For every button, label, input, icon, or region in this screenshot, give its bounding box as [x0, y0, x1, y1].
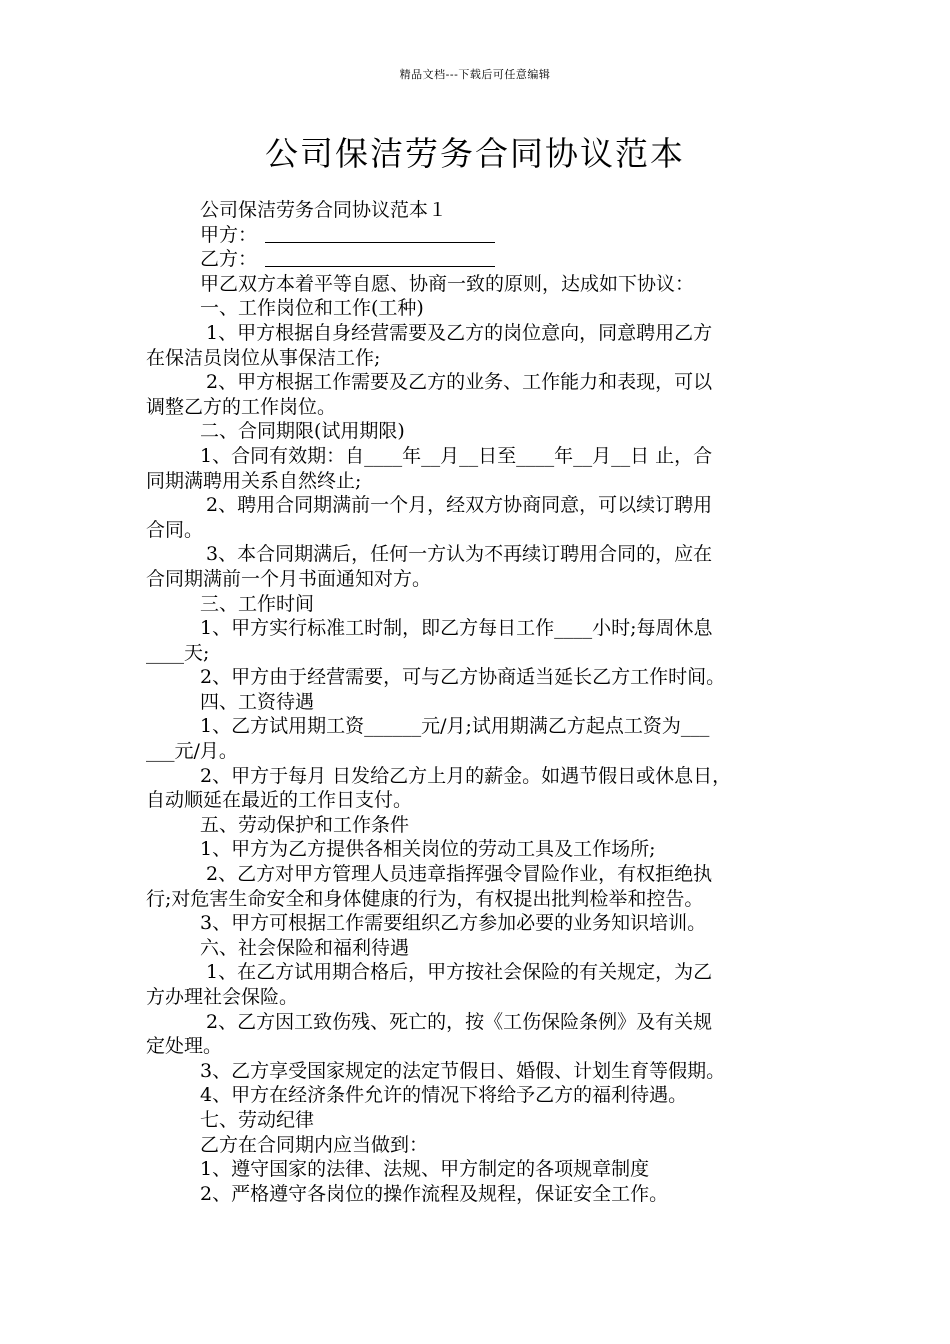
line-text: 七、劳动纪律	[200, 1108, 315, 1131]
paragraph-line	[146, 862, 810, 887]
paragraph-line	[146, 641, 810, 666]
paragraph-line	[146, 1083, 810, 1108]
paragraph-line	[146, 1059, 810, 1084]
line-text: 1、甲方根据自身经营需要及乙方的岗位意向，同意聘用乙方	[200, 321, 713, 344]
paragraph-line	[146, 321, 810, 346]
paragraph-line	[146, 788, 810, 813]
paragraph-line	[146, 444, 810, 469]
line-text: 2、聘用合同期满前一个月，经双方协商同意，可以续订聘用	[200, 494, 713, 517]
line-text: ___元/月。	[146, 740, 238, 763]
line-text: 1、在乙方试用期合格后，甲方按社会保险的有关规定，为乙	[200, 961, 713, 984]
line-text: 六、社会保险和福利待遇	[200, 936, 410, 959]
paragraph-line	[146, 764, 810, 789]
line-text: 行;对危害生命安全和身体健康的行为，有权提出批判检举和控告。	[146, 887, 704, 910]
paragraph-line	[146, 690, 810, 715]
line-text: 自动顺延在最近的工作日支付。	[146, 789, 413, 812]
line-text: 3、本合同期满后，任何一方认为不再续订聘用合同的，应在	[200, 543, 713, 566]
paragraph-line	[146, 911, 810, 936]
paragraph-line	[146, 346, 810, 371]
page-header-note: 精品文档---下载后可任意编辑	[399, 68, 551, 81]
paragraph-line	[146, 198, 810, 223]
paragraph-line	[146, 960, 810, 985]
paragraph-line	[146, 567, 810, 592]
line-text: 2、严格遵守各岗位的操作流程及规程，保证安全工作。	[200, 1182, 669, 1205]
line-text: ____天;	[146, 641, 210, 664]
paragraph-line	[146, 592, 810, 617]
paragraph-line	[146, 493, 810, 518]
line-text: 在保洁员岗位从事保洁工作;	[146, 346, 381, 369]
line-text: 公司保洁劳务合同协议范本１	[200, 199, 448, 221]
paragraph-line	[146, 1182, 810, 1207]
line-text: 五、劳动保护和工作条件	[200, 813, 410, 836]
line-text: 1、合同有效期：自____年__月__日至____年__月__日 止，合	[200, 444, 713, 467]
paragraph-line	[146, 936, 810, 961]
paragraph-line	[146, 518, 810, 543]
line-text: 定处理。	[146, 1035, 223, 1058]
paragraph-line	[146, 1133, 810, 1158]
line-text: 四、工资待遇	[200, 690, 315, 713]
paragraph-line	[146, 395, 810, 420]
line-text: 2、甲方根据工作需要及乙方的业务、工作能力和表现，可以	[200, 371, 713, 394]
line-text: 方办理社会保险。	[146, 986, 299, 1008]
paragraph-line	[146, 272, 810, 297]
paragraph-line	[146, 296, 810, 321]
paragraph-line	[146, 837, 810, 862]
line-text: 三、工作时间	[200, 592, 315, 615]
line-text: 3、甲方可根据工作需要组织乙方参加必要的业务知识培训。	[200, 912, 707, 935]
line-text: 二、合同期限(试用期限)	[200, 420, 405, 443]
signature-blank-line	[265, 224, 495, 243]
paragraph-line	[146, 223, 810, 248]
line-text: 3、乙方享受国家规定的法定节假日、婚假、计划生育等假期。	[200, 1059, 726, 1082]
line-text: 2、乙方对甲方管理人员违章指挥强令冒险作业，有权拒绝执	[200, 863, 713, 886]
line-text: 一、工作岗位和工作(工种)	[200, 297, 424, 320]
line-text: 4、甲方在经济条件允许的情况下将给予乙方的福利待遇。	[200, 1084, 688, 1107]
line-text: 1、乙方试用期工资______元/月;试用期满乙方起点工资为___	[200, 715, 710, 738]
paragraph-line	[146, 469, 810, 494]
paragraph-line	[146, 1034, 810, 1059]
line-text: 合同期满前一个月书面通知对方。	[146, 567, 432, 590]
document-body	[146, 198, 810, 1206]
line-text: 2、甲方于每月 日发给乙方上月的薪金。如遇节假日或休息日，	[200, 764, 732, 787]
paragraph-line	[146, 1108, 810, 1133]
line-text: 同期满聘用关系自然终止;	[146, 469, 362, 492]
line-text: 合同。	[146, 518, 204, 541]
paragraph-line	[146, 419, 810, 444]
line-text: 1、遵守国家的法律、法规、甲方制定的各项规章制度	[200, 1158, 650, 1181]
paragraph-line	[146, 247, 810, 272]
paragraph-line	[146, 1157, 810, 1182]
line-text: 甲方：	[200, 223, 258, 246]
line-text: 乙方在合同期内应当做到：	[200, 1133, 429, 1156]
line-text: 2、甲方由于经营需要，可与乙方协商适当延长乙方工作时间。	[200, 666, 726, 689]
paragraph-line	[146, 665, 810, 690]
line-text: 调整乙方的工作岗位。	[146, 395, 337, 418]
paragraph-line	[146, 813, 810, 838]
paragraph-line	[146, 370, 810, 395]
paragraph-line	[146, 985, 810, 1010]
signature-blank-line	[265, 248, 495, 267]
paragraph-line	[146, 616, 810, 641]
paragraph-line	[146, 739, 810, 764]
paragraph-line	[146, 542, 810, 567]
line-text: 2、乙方因工致伤残、死亡的，按《工伤保险条例》及有关规	[200, 1010, 713, 1033]
paragraph-line	[146, 1010, 810, 1035]
line-text: 1、甲方实行标准工时制，即乙方每日工作____小时;每周休息	[200, 617, 713, 640]
line-text: 1、甲方为乙方提供各相关岗位的劳动工具及工作场所;	[200, 838, 656, 861]
line-text: 乙方：	[200, 248, 258, 271]
document-title: 公司保洁劳务合同协议范本	[265, 134, 685, 173]
paragraph-line	[146, 714, 810, 739]
line-text: 甲乙双方本着平等自愿、协商一致的原则，达成如下协议：	[200, 272, 695, 295]
paragraph-line	[146, 887, 810, 912]
